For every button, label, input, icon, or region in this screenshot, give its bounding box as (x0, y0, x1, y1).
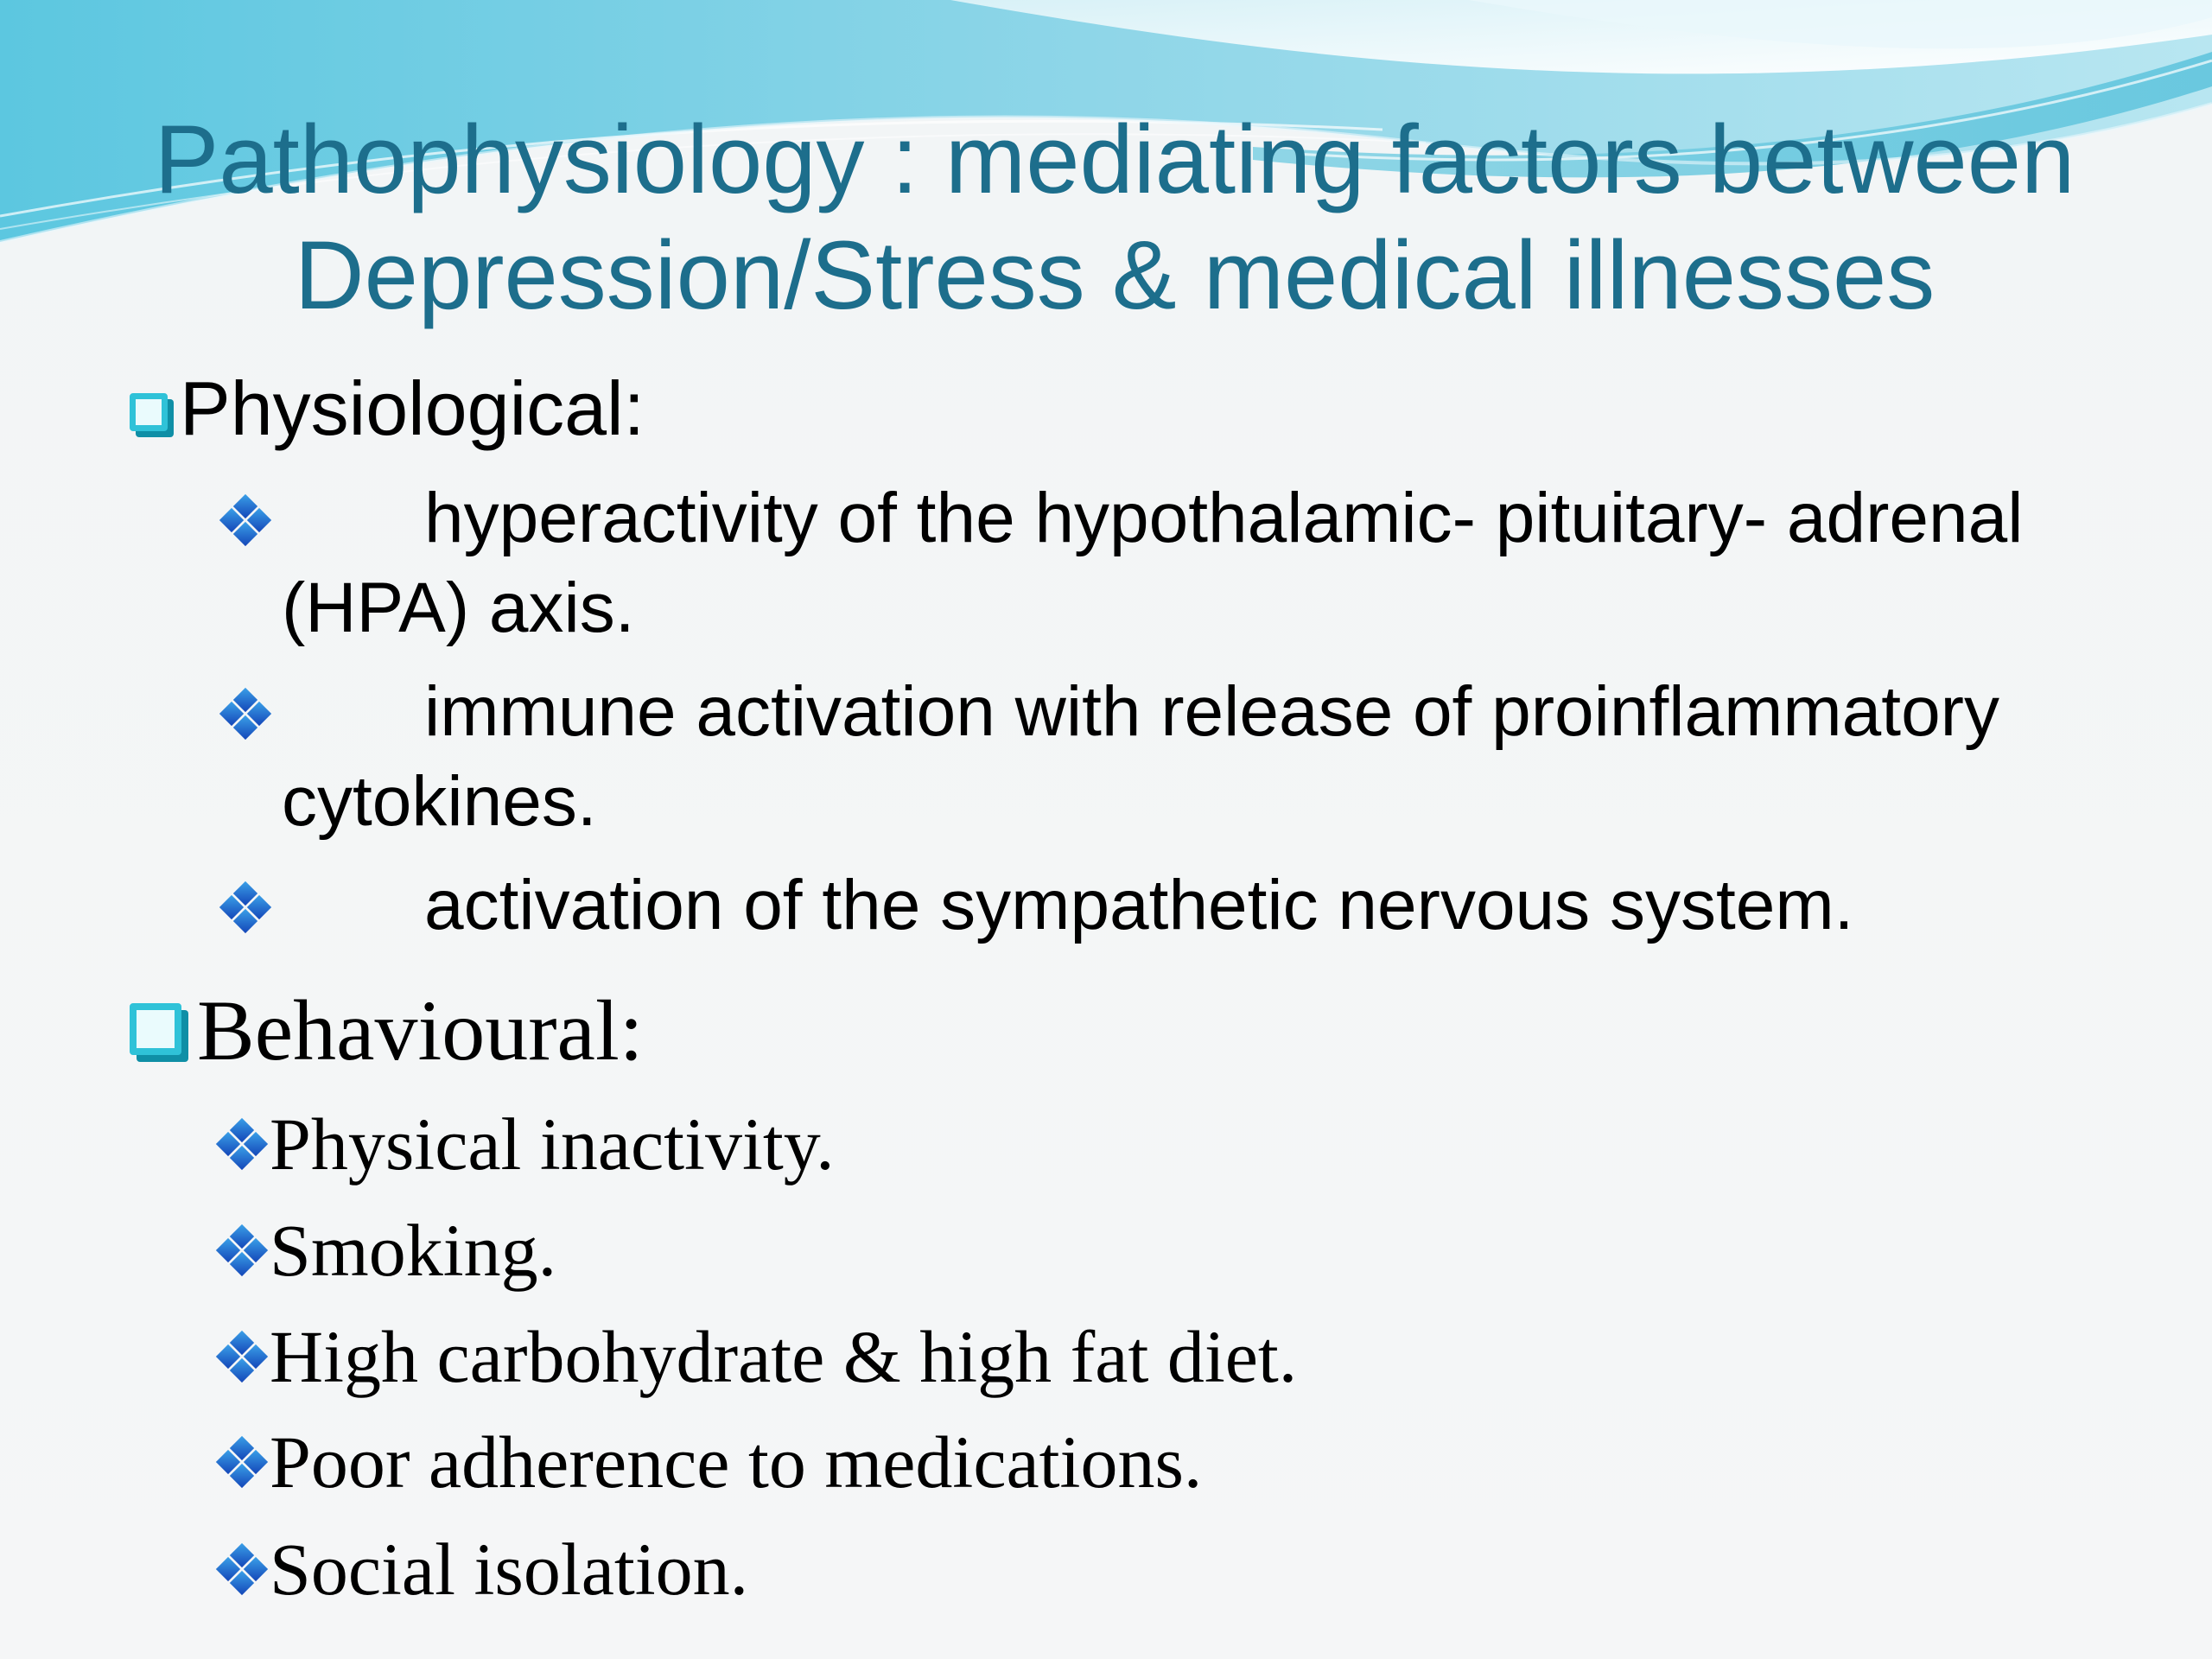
section-heading-behavioural (130, 979, 644, 1083)
slide-title-line-1: Pathophysiology : mediating factors between (154, 105, 2075, 213)
list-item (218, 1099, 835, 1189)
list-item-text: Social isolation. (270, 1528, 749, 1611)
list-item (221, 861, 2053, 950)
list-item-text: Smoking. (270, 1209, 557, 1292)
list-item-text: immune activation with release of proinflammatory cytokines. (282, 672, 1999, 841)
section-heading-label: Physiological: (180, 365, 645, 451)
list-item (218, 1312, 1297, 1402)
diamond-bullet-icon (221, 690, 270, 738)
diamond-bullet-icon (218, 1438, 266, 1486)
list-item (218, 1417, 1202, 1507)
section-heading-label: Behavioural: (197, 982, 644, 1078)
diamond-bullet-icon (218, 1545, 266, 1593)
list-item (221, 474, 2053, 653)
section-heading-physiological (130, 361, 645, 456)
diamond-bullet-icon (221, 496, 270, 544)
list-item-text: activation of the sympathetic nervous system. (424, 866, 1854, 944)
list-item-text: hyperactivity of the hypothalamic- pituitary- adrenal (HPA) axis. (282, 479, 2024, 647)
slide-title (104, 102, 2126, 334)
list-item-text: Physical inactivity. (270, 1103, 835, 1185)
square-bullet-icon (130, 1003, 181, 1055)
square-bullet-icon (130, 393, 168, 431)
diamond-bullet-icon (218, 1226, 266, 1274)
diamond-bullet-icon (218, 1120, 266, 1168)
diamond-bullet-icon (221, 883, 270, 931)
list-item (218, 1205, 556, 1295)
list-item-text: High carbohydrate & high fat diet. (270, 1315, 1298, 1398)
slide-title-line-2: Depression/Stress & medical illnesses (294, 221, 1936, 329)
diamond-bullet-icon (218, 1332, 266, 1381)
list-item-text: Poor adherence to medications. (270, 1421, 1203, 1503)
list-item (218, 1524, 748, 1614)
list-item (221, 667, 2053, 847)
